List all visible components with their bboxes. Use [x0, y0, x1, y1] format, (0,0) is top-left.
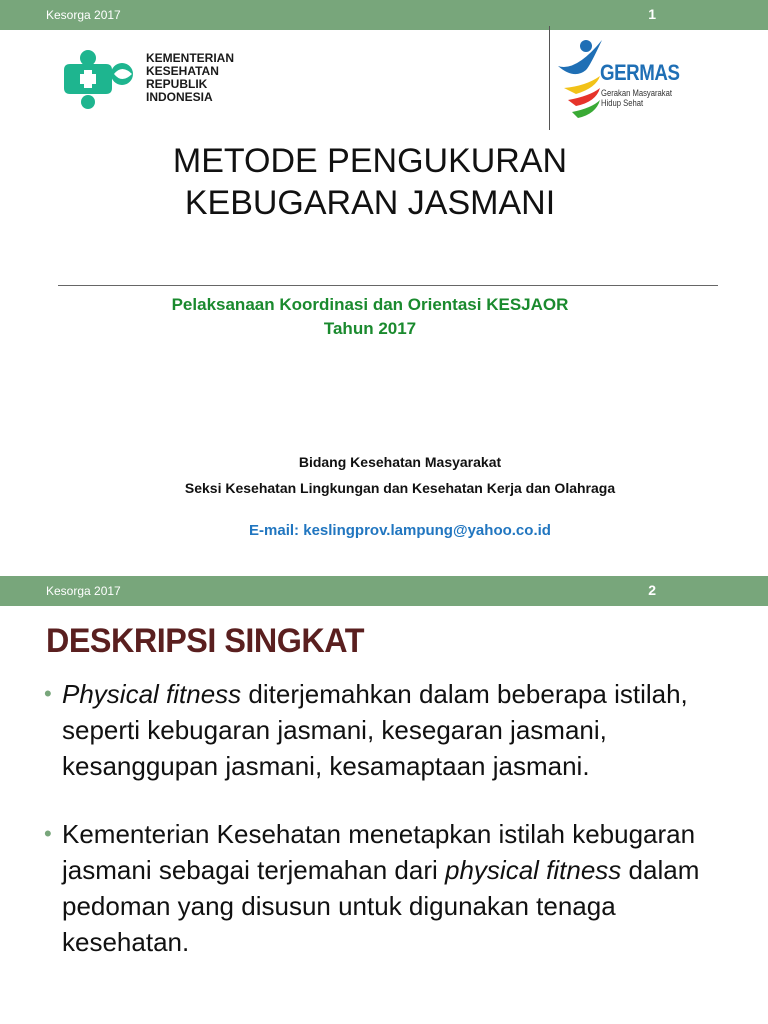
title-line: METODE PENGUKURAN	[172, 142, 568, 180]
bullet-text: Kementerian Kesehatan menetapkan istilah kebugaran jasmani sebagai terjemahan dari	[62, 819, 696, 885]
slide-2	[0, 576, 768, 1024]
page-title	[100, 140, 640, 224]
bullet-icon: •	[44, 821, 52, 846]
page-number: 2	[648, 582, 656, 598]
kemenkes-line: KEMENTERIAN	[146, 51, 235, 65]
bullet-text: dalam pedoman yang disusun untuk digunakan tenaga kesehatan.	[62, 855, 700, 957]
bullet-list	[44, 676, 744, 960]
section-name: Seksi Kesehatan Lingkungan dan Kesehatan Kerja dan Olahraga	[184, 480, 616, 496]
page-number: 1	[648, 6, 656, 22]
divider	[58, 285, 718, 286]
title-line: KEBUGARAN JASMANI	[184, 184, 556, 222]
bullet-text: diterjemahkan dalam beberapa istilah, seperti kebugaran jasmani, kesegaran jasmani, kesanggupan jasmani, kesamaptaan jasmani.	[62, 679, 688, 781]
kemenkes-line: KESEHATAN	[146, 64, 219, 78]
bullet-icon: •	[44, 681, 52, 706]
kemenkes-line: INDONESIA	[146, 90, 213, 104]
bullet-item	[44, 816, 744, 960]
germas-wordmark: GERMAS	[600, 60, 680, 85]
kemenkes-logo-icon	[60, 44, 136, 110]
italic-term: Physical fitness	[62, 679, 242, 709]
email-address: E-mail: keslingprov.lampung@yahoo.co.id	[249, 522, 551, 539]
italic-term: physical fitness	[445, 855, 622, 885]
department-info	[130, 452, 670, 498]
header-label: Kesorga 2017	[46, 8, 121, 22]
department-name: Bidang Kesehatan Masyarakat	[298, 454, 502, 470]
germas-tagline-line: Gerakan Masyarakat	[601, 88, 673, 98]
subtitle	[100, 293, 640, 341]
section-title: DESKRIPSI SINGKAT	[46, 622, 364, 660]
kemenkes-wordmark	[146, 52, 234, 104]
slide-gap	[0, 568, 768, 576]
subtitle-line: Tahun 2017	[323, 319, 417, 338]
subtitle-line: Pelaksanaan Koordinasi dan Orientasi KESJAOR	[171, 295, 569, 314]
kemenkes-line: REPUBLIK	[146, 77, 208, 91]
germas-tagline	[601, 88, 672, 108]
header-bar	[0, 0, 768, 30]
header-label: Kesorga 2017	[46, 584, 121, 598]
germas-tagline-line: Hidup Sehat	[601, 98, 644, 108]
bullet-item	[44, 676, 744, 784]
germas-divider	[549, 26, 550, 130]
header-bar	[0, 576, 768, 606]
